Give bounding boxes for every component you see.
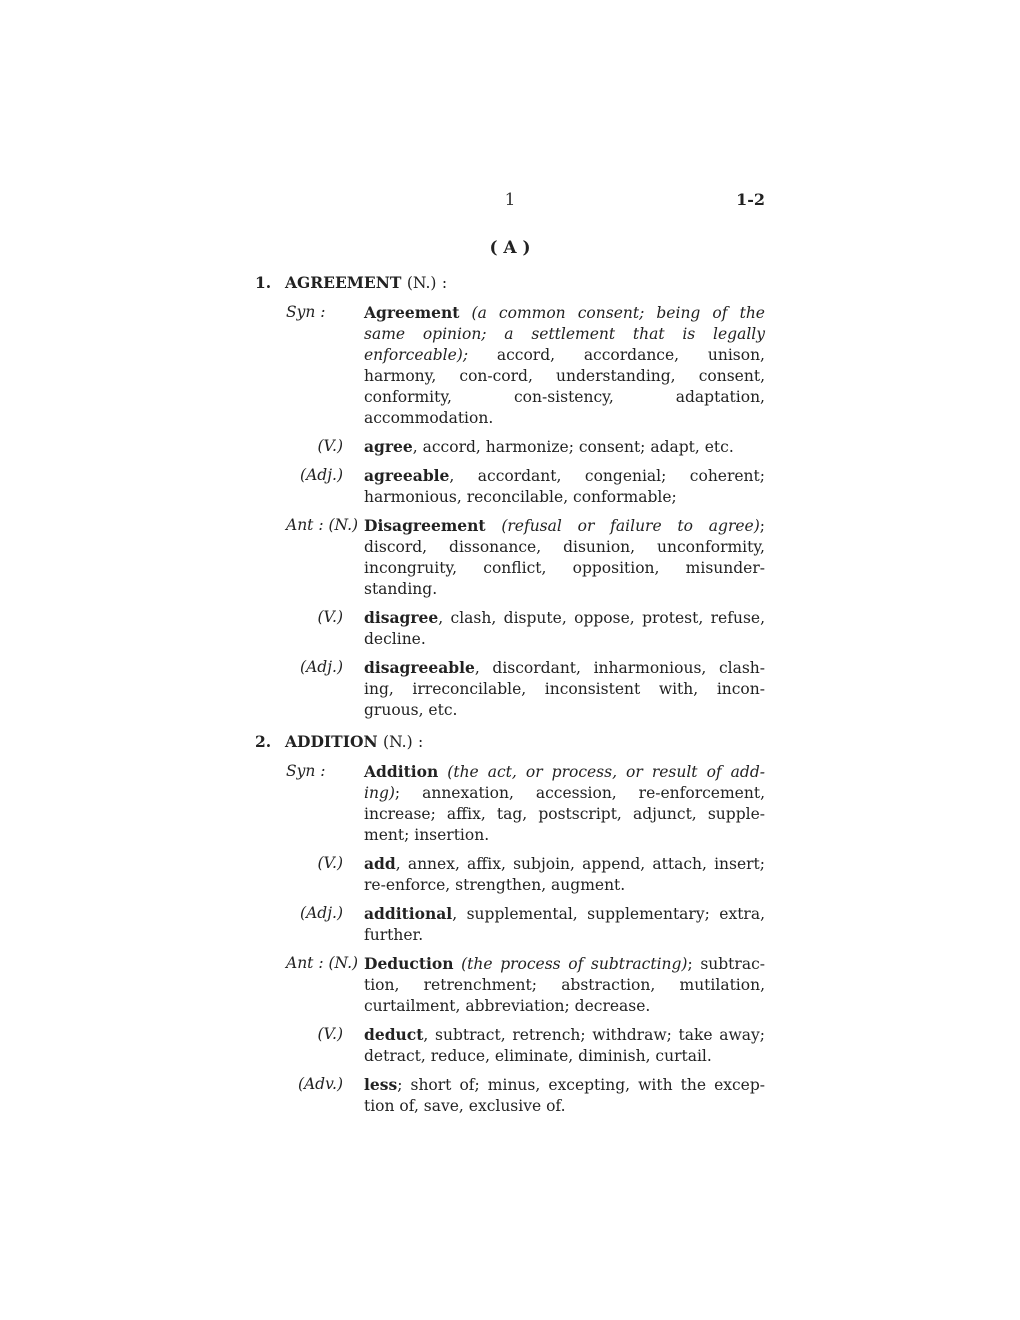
entry-addition [255,731,765,1117]
headword: Disagreement [364,516,486,535]
entry-heading [255,272,765,294]
gloss: (refusal or failure to agree) [485,517,760,535]
headword: agree [364,437,413,456]
gloss: (the process of subtracting) [453,955,688,973]
row-text [364,515,765,600]
row-text [364,436,765,458]
synonyms: , annex, affix, subjoin, append, attach, insert; re-enforce, strengthen, augment. [364,855,765,894]
headword: Agreement [364,303,460,322]
antonyms: , discordant, inharmonious, clash-ing, irreconcilable, inconsistent with, incon-gruous, etc. [364,659,765,719]
row-label: (Adj.) [300,658,343,676]
synonyms: , supplemental, supplementary; extra, further. [364,905,765,944]
synonyms: ; annexation, accession, re-enforcement, increase; affix, tag, postscript, adjunct, supple-ment; insertion. [364,784,765,844]
entry-agreement [255,272,765,721]
row-text [364,465,765,508]
page-header [255,190,765,218]
antonyms: ; subtrac-tion, retrenchment; abstraction, mutilation, curtailment, abbreviation; decrease. [364,955,765,1015]
adj-row [255,903,765,946]
verb-row [255,436,765,458]
row-label: Ant : (N.) [286,954,359,972]
entry-number: 1. [255,273,272,292]
entry-heading [255,731,765,753]
adv-row [255,1074,765,1117]
headword: Deduction [364,954,454,973]
antonyms: ; discord, dissonance, disunion, unconformity, incongruity, conflict, opposition, misunder-standing. [364,517,765,598]
adj-row [255,465,765,508]
row-text [364,607,765,650]
adj-row [255,657,765,721]
row-label: (V.) [317,1025,343,1043]
gloss: (the act, or process, or result of add-ing) [364,763,765,802]
headword: add [364,854,396,873]
entry-colon: : [441,274,448,292]
entry-word: ADDITION [285,732,378,751]
headword: disagreeable [364,658,475,677]
row-label: (Adj.) [300,466,343,484]
row-label: Syn : [286,303,326,321]
row-text [364,1074,765,1117]
antonyms: ; short of; minus, excepting, with the excep-tion of, save, exclusive of. [364,1076,765,1115]
row-text [364,657,765,721]
row-label: Ant : (N.) [286,516,359,534]
row-text [364,761,765,846]
synonyms: accord, accordance, unison, harmony, con-cord, understanding, consent, conformity, con-sistency, adaptation, accommodation. [364,346,765,427]
ant-row [255,515,765,600]
synonyms: , accord, harmonize; consent; adapt, etc. [412,438,734,456]
entry-word: AGREEMENT [285,273,402,292]
headword: Addition [364,762,439,781]
verb-row [255,1024,765,1067]
verb-row [255,853,765,896]
entry-number: 2. [255,732,272,751]
dictionary-entries [255,272,765,1127]
entry-pos: (N.) [406,274,437,292]
row-text [364,853,765,896]
syn-row [255,302,765,429]
row-label: (Adj.) [300,904,343,922]
syn-row [255,761,765,846]
verb-row [255,607,765,650]
row-text [364,302,765,429]
entry-colon: : [418,733,424,751]
page-number: 1 [504,190,516,210]
row-text [364,1024,765,1067]
headword: less [364,1075,398,1094]
page-range: 1-2 [736,190,765,209]
row-label: Syn : [286,762,326,780]
headword: agreeable [364,466,450,485]
row-label: (V.) [317,437,343,455]
row-label: (V.) [317,608,343,626]
section-letter-heading: ( A ) [489,238,531,258]
row-text [364,903,765,946]
headword: additional [364,904,453,923]
row-label: (Adv.) [297,1075,343,1093]
row-label: (V.) [317,854,343,872]
row-text [364,953,765,1017]
synonyms: , accordant, congenial; coherent; harmonious, reconcilable, conformable; [364,467,765,506]
antonyms: , subtract, retrench; withdraw; take away; detract, reduce, eliminate, diminish, curtail. [364,1026,765,1065]
antonyms: , clash, dispute, oppose, protest, refuse, decline. [364,609,765,648]
headword: deduct [364,1025,424,1044]
ant-row [255,953,765,1017]
entry-pos: (N.) [383,733,413,751]
headword: disagree [364,608,439,627]
gloss: (a common consent; being of the same opinion; a settlement that is legally enforceable); [364,304,765,364]
